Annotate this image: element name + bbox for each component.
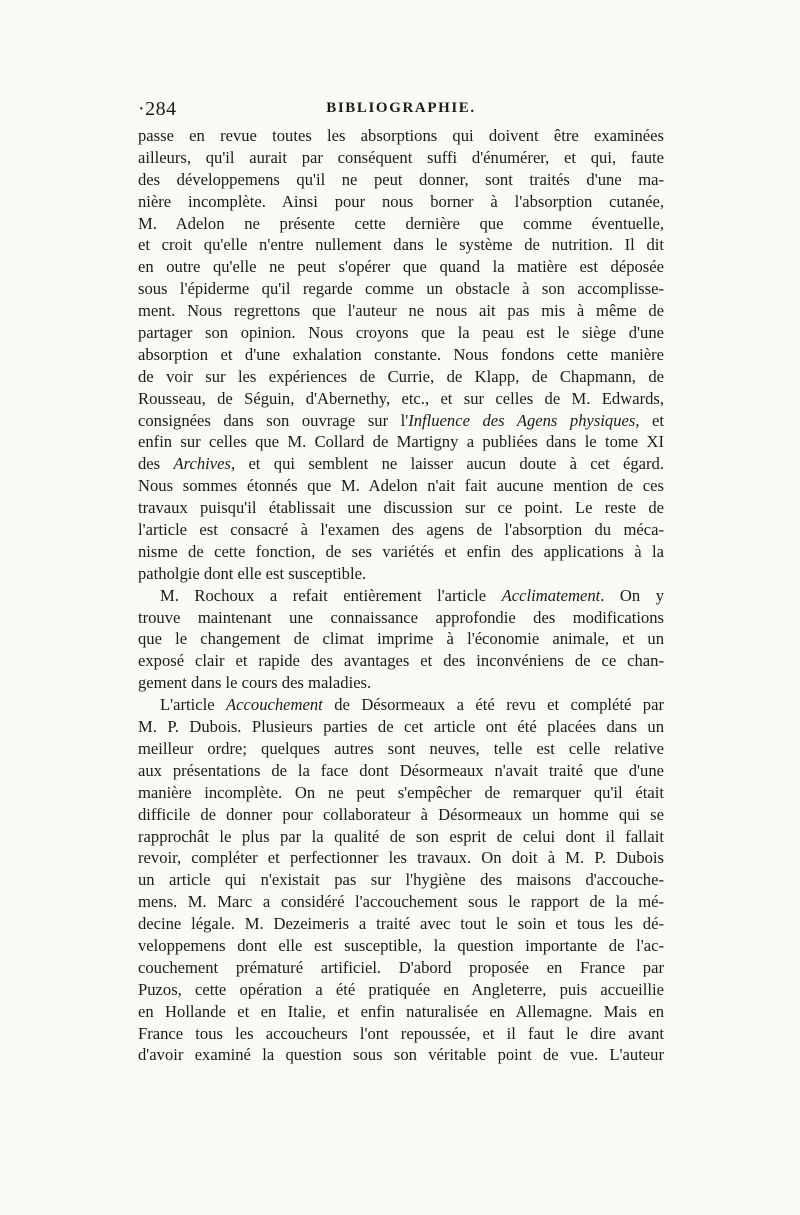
text-line: veloppemens dont elle est susceptible, la question importante de l'ac- xyxy=(138,935,664,955)
line-segment: , et qui semblent ne laisser aucun doute à cet égard. xyxy=(230,454,664,474)
italic-title-text: Influence des Agens physiques xyxy=(408,410,636,430)
text-line: l'article est consacré à l'examen des agens de l'absorption du méca- xyxy=(138,520,664,540)
text-line: mens. M. Marc a considéré l'accouchement sous le rapport de la mé- xyxy=(138,892,664,912)
line-segment: consignées dans son ouvrage sur l' xyxy=(138,410,409,430)
text-line xyxy=(138,410,664,432)
italic-title-text: Archives xyxy=(173,454,231,474)
text-line xyxy=(138,694,664,716)
line-segment: des xyxy=(138,454,174,474)
text-line: des développemens qu'il ne peut donner, sont traités d'une ma- xyxy=(138,169,664,189)
text-line: Nous sommes étonnés que M. Adelon n'ait fait aucune mention de ces xyxy=(138,476,664,496)
running-head: BIBLIOGRAPHIE. xyxy=(326,100,476,116)
text-line: sous l'épiderme qu'il regarde comme un obstacle à son accomplisse- xyxy=(138,279,664,299)
text-line: decine légale. M. Dezeimeris a traité avec tout le soin et tous les dé- xyxy=(138,914,664,934)
text-line: aux présentations de la face dont Désormeaux n'avait traité que d'une xyxy=(138,760,664,780)
text-line: manière incomplète. On ne peut s'empêcher de remarquer qu'il était xyxy=(138,782,664,802)
text-line: rapprochât le plus par la qualité de son esprit de celui dont il fallait xyxy=(138,826,664,846)
line-segment: , et xyxy=(635,410,664,430)
body-text xyxy=(138,125,664,1066)
text-line: gement dans le cours des maladies. xyxy=(138,673,372,693)
italic-title-text: Acclimatement xyxy=(501,585,601,605)
text-line: un article qui n'existait pas sur l'hygiène des maisons d'accouche- xyxy=(138,870,664,890)
text-line: France tous les accoucheurs l'ont repoussée, et il faut le dire avant xyxy=(138,1023,664,1043)
text-line: meilleur ordre; quelques autres sont neuves, telle est celle relative xyxy=(138,738,664,758)
text-line: difficile de donner pour collaborateur à Désormeaux un homme qui se xyxy=(138,804,664,824)
text-line: Rousseau, de Séguin, d'Abernethy, etc., et sur celles de M. Edwards, xyxy=(138,388,664,408)
text-line: nière incomplète. Ainsi pour nous borner à l'absorption cutanée, xyxy=(138,191,664,211)
text-line: patholgie dont elle est susceptible. xyxy=(138,563,367,583)
text-line: M. P. Dubois. Plusieurs parties de cet article ont été placées dans un xyxy=(138,717,664,737)
line-segment: . On y xyxy=(600,585,664,605)
text-line: absorption et d'une exhalation constante. Nous fondons cette manière xyxy=(138,344,664,364)
italic-title-text: Accouchement xyxy=(226,695,323,715)
text-line: ment. Nous regrettons que l'auteur ne nous ait pas mis à même de xyxy=(138,301,664,321)
page-number: ·284 xyxy=(138,98,177,120)
text-line: partager son opinion. Nous croyons que la peau est le siège d'une xyxy=(138,323,664,343)
line-segment: M. Rochoux a refait entièrement l'article xyxy=(160,585,502,605)
text-line xyxy=(138,585,664,607)
text-line: revoir, compléter et perfectionner les travaux. On doit à M. P. Dubois xyxy=(138,848,664,868)
text-line: nisme de cette fonction, de ses variétés et enfin des applications à la xyxy=(138,541,664,561)
text-line: enfin sur celles que M. Collard de Martigny a publiées dans le tome XI xyxy=(138,432,664,452)
text-line: exposé clair et rapide des avantages et des inconvéniens de ce chan- xyxy=(138,651,664,671)
text-line: de voir sur les expériences de Currie, de Klapp, de Chapmann, de xyxy=(138,366,664,386)
text-line: et croit qu'elle n'entre nullement dans le système de nutrition. Il dit xyxy=(138,235,664,255)
text-line: que le changement de climat imprime à l'économie animale, et un xyxy=(138,629,664,649)
line-segment: de Désormeaux a été revu et complété par xyxy=(322,695,664,715)
line-segment: L'article xyxy=(160,695,227,715)
text-line xyxy=(138,453,664,475)
text-line: trouve maintenant une connaissance approfondie des modifications xyxy=(138,607,664,627)
text-line: ailleurs, qu'il aurait par conséquent suffi d'énumérer, et qui, faute xyxy=(138,147,664,167)
text-line: en Hollande et en Italie, et enfin naturalisée en Allemagne. Mais en xyxy=(138,1001,664,1021)
text-line: M. Adelon ne présente cette dernière que comme éventuelle, xyxy=(138,213,664,233)
text-line: d'avoir examiné la question sous son véritable point de vue. L'auteur xyxy=(138,1045,664,1065)
text-line: couchement prématuré artificiel. D'abord proposée en France par xyxy=(138,957,664,977)
page-header xyxy=(138,98,664,122)
text-line: passe en revue toutes les absorptions qui doivent être examinées xyxy=(138,126,664,145)
text-line: en outre qu'elle ne peut s'opérer que quand la matière est déposée xyxy=(138,257,664,277)
text-line: Puzos, cette opération a été pratiquée en Angleterre, puis accueillie xyxy=(138,979,664,999)
text-line: travaux puisqu'il établissait une discussion sur ce point. Le reste de xyxy=(138,498,664,518)
